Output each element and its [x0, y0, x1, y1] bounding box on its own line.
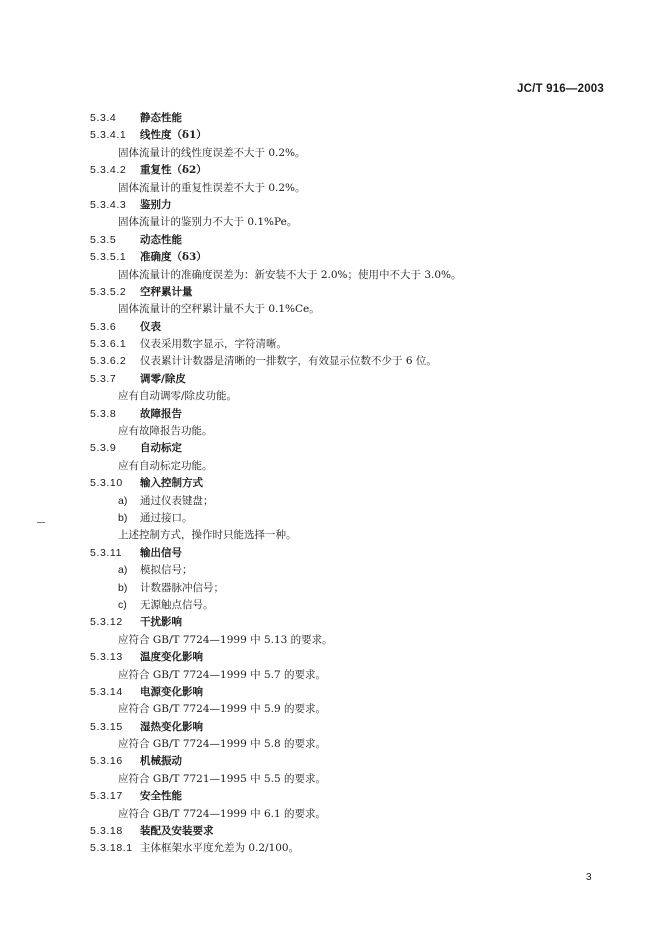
- clause-title: 仪表采用数字显示，字符清晰。: [140, 338, 287, 351]
- clause-number: 5.3.7: [90, 372, 117, 385]
- clause-title: 重复性（δ2）: [140, 164, 207, 177]
- clause-title: 机械振动: [140, 755, 182, 768]
- clause-number: 5.3.6.2: [90, 355, 127, 368]
- clause-heading: [90, 406, 610, 423]
- clause-number: 5.3.10: [90, 477, 123, 490]
- clause-title: 鉴别力: [140, 198, 172, 211]
- clause-title: 装配及安装要求: [140, 825, 214, 838]
- clause-title: 静态性能: [140, 112, 182, 124]
- list-item-text: 通过接口。: [140, 511, 193, 524]
- clause-number: 5.3.5.1: [90, 251, 127, 264]
- clause-heading: [90, 197, 610, 214]
- body-text: 上述控制方式，操作时只能选择一种。: [118, 529, 297, 542]
- list-item: [90, 597, 610, 614]
- clause-heading: [90, 353, 610, 370]
- clause-title: 自动标定: [140, 442, 182, 455]
- clause-heading: [90, 232, 610, 249]
- list-marker: a): [118, 564, 128, 577]
- clause-heading: [90, 719, 610, 736]
- clause-heading: [90, 336, 610, 353]
- clause-title: 输入控制方式: [140, 477, 203, 490]
- clause-number: 5.3.6: [90, 320, 117, 333]
- clause-number: 5.3.17: [90, 790, 123, 803]
- clause-title: 安全性能: [140, 790, 182, 803]
- clause-title: 仪表累计计数器是清晰的一排数字，有效显示位数不少于 6 位。: [140, 355, 437, 368]
- list-marker: b): [118, 511, 128, 524]
- clause-heading: [90, 127, 610, 144]
- list-marker: c): [118, 598, 127, 611]
- list-item-text: 模拟信号；: [140, 564, 193, 577]
- clause-number: 5.3.18: [90, 825, 123, 838]
- document-code: JC/T 916—2003: [517, 83, 604, 95]
- clause-heading: [90, 684, 610, 701]
- clause-number: 5.3.4: [90, 112, 117, 124]
- page-number: 3: [586, 872, 592, 883]
- clause-heading: [90, 649, 610, 666]
- clause-heading: [90, 840, 610, 857]
- body-text: 固体流量计的线性度误差不大于 0.2%。: [118, 146, 306, 159]
- clause-heading: [90, 162, 610, 179]
- clause-number: 5.3.12: [90, 616, 123, 629]
- body-text: 应符合 GB/T 7721—1995 中 5.5 的要求。: [118, 772, 326, 785]
- list-item: [90, 562, 610, 579]
- clause-title: 输出信号: [140, 546, 182, 559]
- body-text: 应符合 GB/T 7724—1999 中 6.1 的要求。: [118, 807, 326, 820]
- clause-number: 5.3.9: [90, 442, 117, 455]
- clause-heading: [90, 110, 610, 127]
- clause-title: 干扰影响: [140, 616, 182, 629]
- body-text: 应有自动调零/除皮功能。: [118, 390, 238, 403]
- clause-title: 准确度（δ3）: [140, 251, 207, 264]
- clause-number: 5.3.6.1: [90, 338, 127, 351]
- clause-heading: [90, 823, 610, 840]
- clause-heading: [90, 284, 610, 301]
- list-item-text: 通过仪表键盘；: [140, 494, 214, 507]
- clause-title: 仪表: [140, 320, 161, 333]
- clause-number: 5.3.13: [90, 651, 123, 664]
- body-text: 应符合 GB/T 7724—1999 中 5.8 的要求。: [118, 738, 326, 751]
- clause-title: 空秤累计量: [140, 285, 193, 298]
- clause-title: 动态性能: [140, 233, 182, 246]
- clause-heading: [90, 440, 610, 457]
- list-item-text: 无源触点信号。: [140, 598, 214, 611]
- clause-heading: [90, 319, 610, 336]
- body-text: 应有自动标定功能。: [118, 459, 213, 472]
- clause-title: 主体框架水平度允差为 0.2/100。: [140, 842, 300, 855]
- body-text: 固体流量计的空秤累计量不大于 0.1%Ce。: [118, 303, 320, 316]
- list-item: [90, 493, 610, 510]
- clause-heading: [90, 614, 610, 631]
- clause-number: 5.3.5: [90, 233, 117, 246]
- document-body: [90, 110, 610, 858]
- clause-title: 故障报告: [140, 407, 182, 420]
- list-item: [90, 510, 610, 527]
- list-item: [90, 580, 610, 597]
- clause-heading: [90, 545, 610, 562]
- clause-number: 5.3.14: [90, 685, 123, 698]
- clause-heading: [90, 753, 610, 770]
- clause-title: 线性度（δ1）: [140, 129, 207, 142]
- list-item-text: 计数器脉冲信号；: [140, 581, 224, 594]
- body-text: 应符合 GB/T 7724—1999 中 5.7 的要求。: [118, 668, 326, 681]
- margin-mark: [37, 522, 45, 523]
- list-marker: a): [118, 494, 128, 507]
- clause-number: 5.3.5.2: [90, 285, 127, 298]
- clause-number: 5.3.8: [90, 407, 117, 420]
- clause-heading: [90, 788, 610, 805]
- body-text: 固体流量计的准确度误差为：新安装不大于 2.0%；使用中不大于 3.0%。: [118, 268, 462, 281]
- clause-title: 湿热变化影响: [140, 720, 203, 733]
- body-text: 应符合 GB/T 7724—1999 中 5.13 的要求。: [118, 633, 333, 646]
- clause-heading: [90, 371, 610, 388]
- clause-number: 5.3.11: [90, 546, 123, 559]
- body-text: 固体流量计的重复性误差不大于 0.2%。: [118, 181, 306, 194]
- body-text: 固体流量计的鉴别力不大于 0.1%Pe。: [118, 216, 298, 229]
- clause-number: 5.3.15: [90, 720, 123, 733]
- list-marker: b): [118, 581, 128, 594]
- clause-title: 电源变化影响: [140, 685, 203, 698]
- clause-heading: [90, 475, 610, 492]
- clause-number: 5.3.18.1: [90, 842, 133, 855]
- clause-number: 5.3.4.2: [90, 164, 127, 177]
- clause-number: 5.3.4.3: [90, 198, 127, 211]
- clause-title: 调零/除皮: [140, 372, 186, 385]
- body-text: 应符合 GB/T 7724—1999 中 5.9 的要求。: [118, 703, 326, 716]
- body-text: 应有故障报告功能。: [118, 425, 213, 438]
- clause-number: 5.3.16: [90, 755, 123, 768]
- clause-number: 5.3.4.1: [90, 129, 127, 142]
- clause-title: 温度变化影响: [140, 651, 203, 664]
- clause-heading: [90, 249, 610, 266]
